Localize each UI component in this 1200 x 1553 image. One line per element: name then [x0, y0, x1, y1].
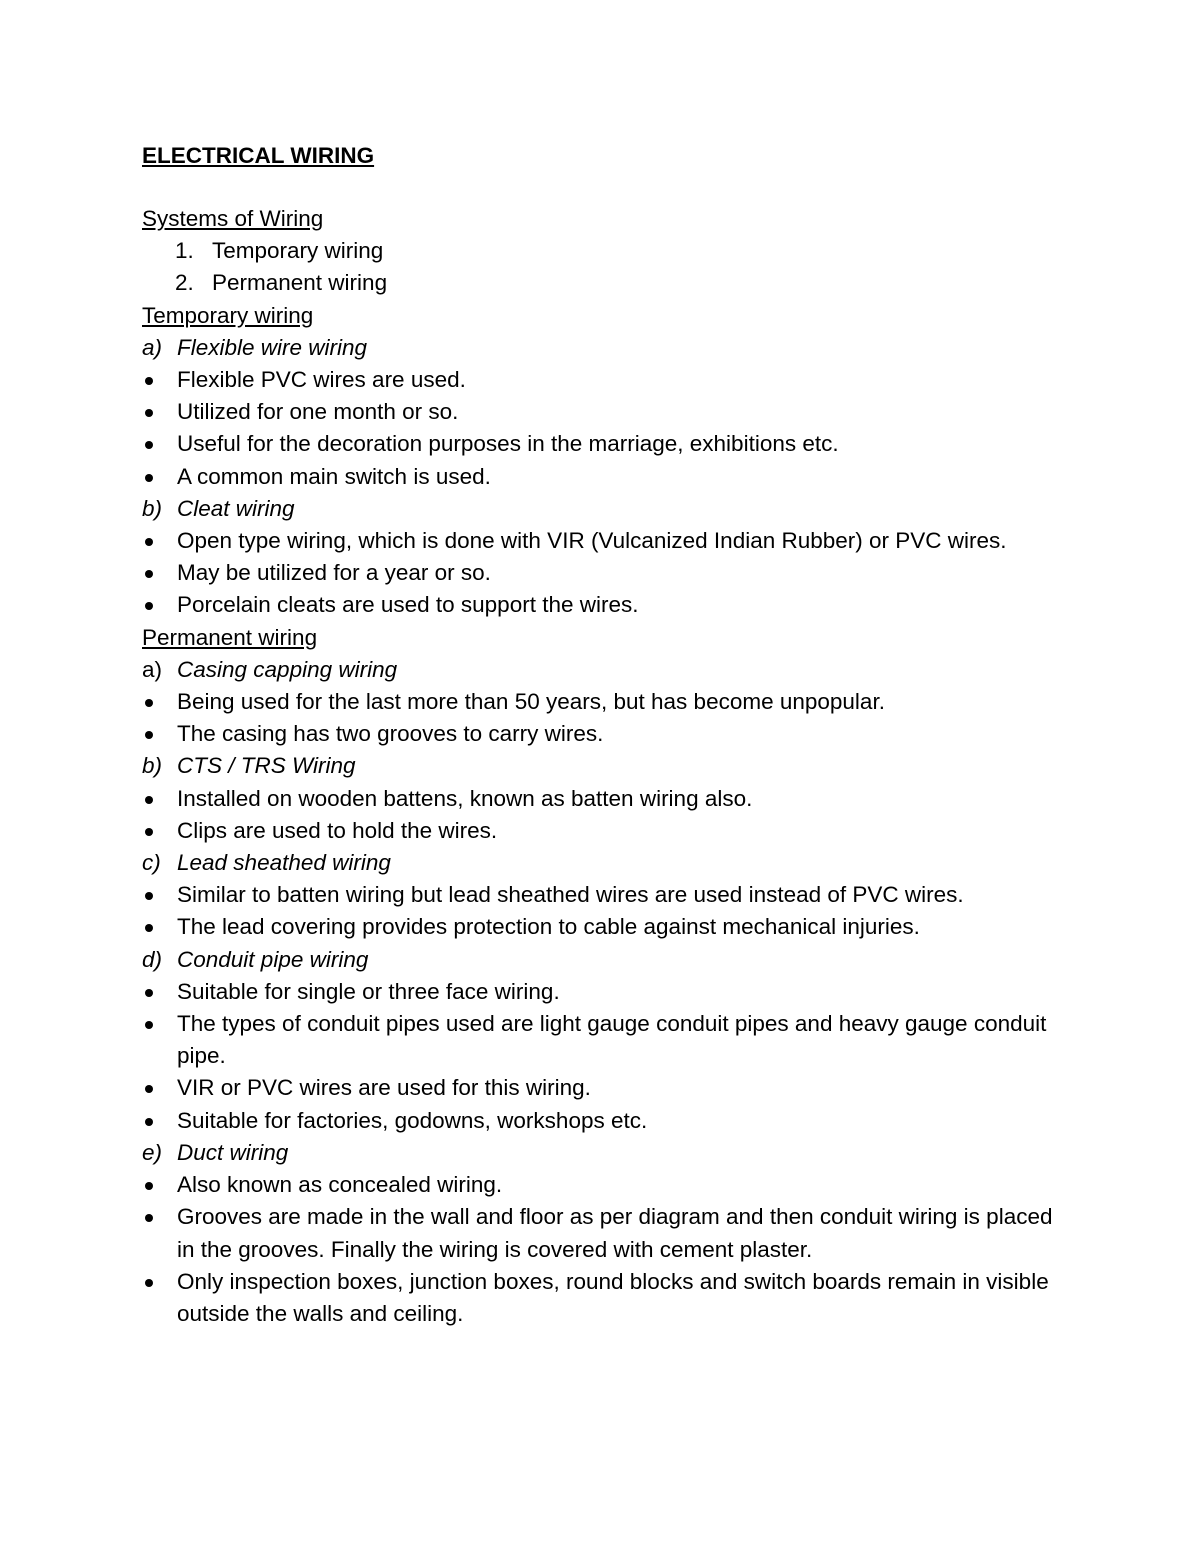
list-item-text: The types of conduit pipes used are light gauge conduit pipes and heavy gauge conduit pipe. [177, 1011, 1047, 1069]
subsection-title [142, 847, 1072, 879]
subsection-title-text: Cleat wiring [177, 495, 295, 521]
bullet-list [142, 686, 1072, 750]
list-item [142, 815, 1072, 847]
list-item [142, 589, 1072, 621]
bullet-list [142, 976, 1072, 1137]
list-number: 2. [175, 270, 194, 296]
bullet-icon [145, 699, 153, 707]
list-item [142, 525, 1072, 557]
list-item [142, 1169, 1072, 1201]
list-item [142, 428, 1072, 460]
bullet-icon [145, 828, 153, 836]
subsection-title-text: Lead sheathed wiring [177, 850, 391, 876]
list-item [142, 718, 1072, 750]
bullet-icon [145, 989, 153, 997]
subsection-title [142, 332, 1072, 364]
systems-list [142, 235, 1072, 299]
bullet-icon [145, 1279, 153, 1287]
subsection-title [142, 654, 1072, 686]
list-item [142, 1072, 1072, 1104]
bullet-icon [145, 602, 153, 610]
list-item-text: VIR or PVC wires are used for this wiring. [177, 1075, 591, 1101]
subsection-mark: a) [142, 656, 163, 682]
bullet-icon [145, 731, 153, 739]
list-item-text: May be utilized for a year or so. [177, 560, 491, 586]
subsection-mark: e) [142, 1139, 163, 1165]
list-item-text: Being used for the last more than 50 years, but has become unpopular. [177, 689, 885, 715]
list-item-text: Similar to batten wiring but lead sheathed wires are used instead of PVC wires. [177, 882, 964, 908]
list-item-text: Installed on wooden battens, known as batten wiring also. [177, 785, 753, 811]
list-item-text: Porcelain cleats are used to support the wires. [177, 592, 639, 618]
subsection-title [142, 750, 1072, 782]
bullet-list [142, 525, 1072, 622]
list-item [142, 879, 1072, 911]
list-item [142, 1105, 1072, 1137]
list-item [142, 783, 1072, 815]
list-item-text: Flexible PVC wires are used. [177, 367, 466, 393]
list-item-text: The casing has two grooves to carry wires. [177, 721, 604, 747]
list-item-text: Clips are used to hold the wires. [177, 817, 498, 843]
bullet-icon [145, 1021, 153, 1029]
bullet-icon [145, 570, 153, 578]
list-item [142, 1008, 1072, 1072]
subsection-title-text: Flexible wire wiring [177, 334, 368, 360]
temporary-wiring-heading: Temporary wiring [142, 302, 314, 328]
subsection-title-text: Casing capping wiring [177, 656, 398, 682]
subsection-title [142, 493, 1072, 525]
list-item-text: Open type wiring, which is done with VIR (Vulcanized Indian Rubber) or PVC wires. [177, 528, 1007, 554]
bullet-icon [145, 1214, 153, 1222]
bullet-icon [145, 409, 153, 417]
list-item [142, 911, 1072, 943]
subsection-mark: b) [142, 495, 163, 521]
list-item-text: Suitable for single or three face wiring. [177, 978, 560, 1004]
list-item [142, 1201, 1072, 1265]
list-item-text: Suitable for factories, godowns, workshops etc. [177, 1107, 648, 1133]
bullet-icon [145, 1085, 153, 1093]
bullet-icon [145, 474, 153, 482]
list-item [142, 976, 1072, 1008]
subsection-mark: d) [142, 946, 163, 972]
bullet-icon [145, 538, 153, 546]
list-item [142, 396, 1072, 428]
list-item-text: Also known as concealed wiring. [177, 1172, 503, 1198]
subsection-mark: b) [142, 753, 163, 779]
subsection-title-text: CTS / TRS Wiring [177, 753, 356, 779]
subsection-title-text: Conduit pipe wiring [177, 946, 369, 972]
list-item-text: Useful for the decoration purposes in the marriage, exhibitions etc. [177, 431, 839, 457]
permanent-wiring-heading: Permanent wiring [142, 624, 318, 650]
bullet-icon [145, 441, 153, 449]
list-item [142, 461, 1072, 493]
bullet-list [142, 1169, 1072, 1330]
bullet-list [142, 783, 1072, 847]
list-item-text: Grooves are made in the wall and floor as per diagram and then conduit wiring is placed in the grooves. Finally the wiring is covered with cement plaster. [177, 1204, 1053, 1262]
subsection-title [142, 944, 1072, 976]
list-item [142, 557, 1072, 589]
bullet-list [142, 364, 1072, 493]
bullet-icon [145, 1118, 153, 1126]
bullet-icon [145, 924, 153, 932]
bullet-icon [145, 796, 153, 804]
list-item-text: Only inspection boxes, junction boxes, round blocks and switch boards remain in visible outside the walls and ceiling. [177, 1268, 1049, 1326]
list-item-text: Temporary wiring [212, 238, 384, 264]
document-page [142, 140, 1072, 1330]
systems-heading: Systems of Wiring [142, 206, 324, 231]
spacer [142, 172, 1072, 203]
bullet-icon [145, 1182, 153, 1190]
bullet-list [142, 879, 1072, 943]
document-title: ELECTRICAL WIRING [142, 143, 375, 168]
list-number: 1. [175, 238, 194, 264]
list-item-text: Permanent wiring [212, 270, 388, 296]
list-item [142, 364, 1072, 396]
list-item [142, 235, 1072, 267]
subsection-mark: c) [142, 850, 161, 876]
subsection-title-text: Duct wiring [177, 1139, 289, 1165]
list-item-text: Utilized for one month or so. [177, 399, 459, 425]
bullet-icon [145, 377, 153, 385]
subsection-title [142, 1137, 1072, 1169]
list-item [142, 686, 1072, 718]
bullet-icon [145, 892, 153, 900]
list-item [142, 267, 1072, 299]
subsection-mark: a) [142, 334, 163, 360]
list-item [142, 1266, 1072, 1330]
list-item-text: A common main switch is used. [177, 463, 491, 489]
list-item-text: The lead covering provides protection to cable against mechanical injuries. [177, 914, 920, 940]
